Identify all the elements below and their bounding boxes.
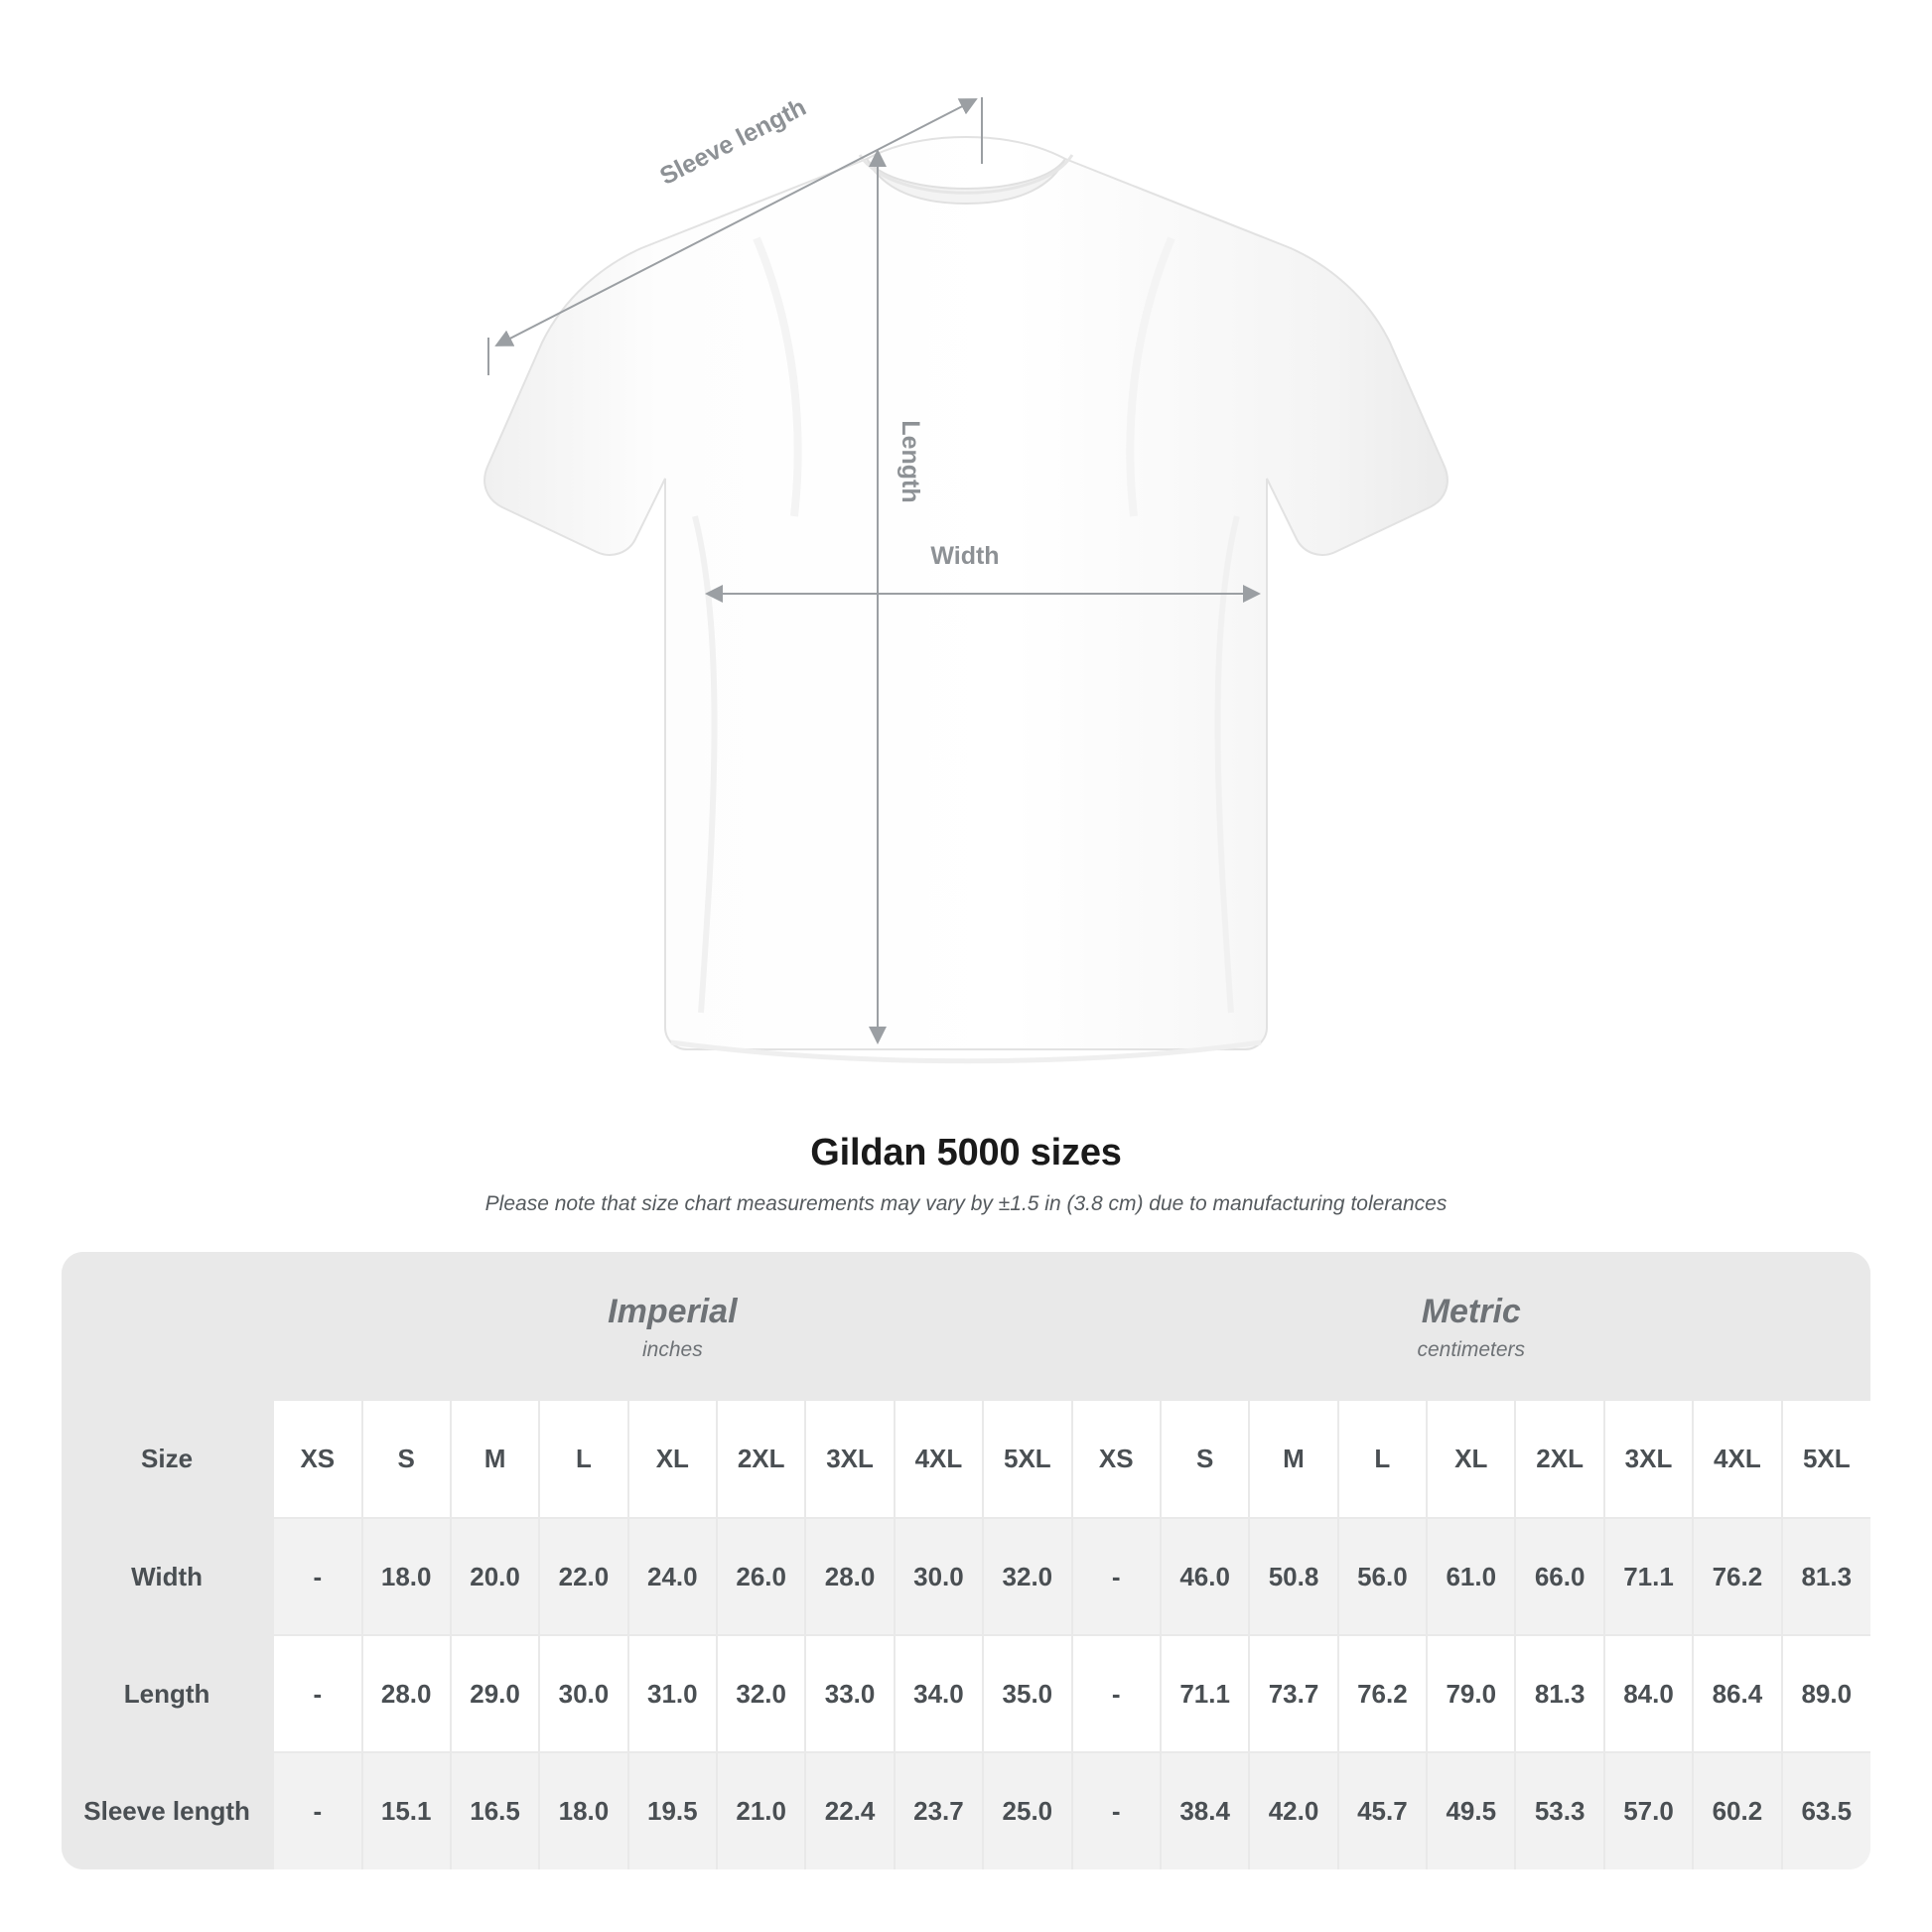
cell-length-imperial-4xl: 34.0	[895, 1635, 983, 1752]
size-header-label: Size	[62, 1401, 273, 1518]
size-header-cell-s-imperial: S	[362, 1401, 451, 1518]
cell-width-imperial-l: 22.0	[539, 1518, 627, 1635]
cell-width-metric-xs: -	[1072, 1518, 1161, 1635]
unit-header-imperial	[273, 1252, 1071, 1401]
cell-sleeve-length-imperial-m: 16.5	[451, 1752, 539, 1869]
cell-sleeve-length-metric-4xl: 60.2	[1693, 1752, 1781, 1869]
cell-length-imperial-2xl: 32.0	[717, 1635, 805, 1752]
cell-sleeve-length-metric-xl: 49.5	[1427, 1752, 1515, 1869]
size-header-cell-3xl-imperial: 3XL	[805, 1401, 894, 1518]
cell-length-imperial-s: 28.0	[362, 1635, 451, 1752]
unit-name: Imperial	[608, 1292, 738, 1330]
page-title: Gildan 5000 sizes	[810, 1132, 1122, 1173]
cell-width-imperial-5xl: 32.0	[983, 1518, 1071, 1635]
cell-width-imperial-s: 18.0	[362, 1518, 451, 1635]
cell-width-metric-m: 50.8	[1249, 1518, 1337, 1635]
unit-header-metric	[1072, 1252, 1870, 1401]
cell-length-metric-4xl: 86.4	[1693, 1635, 1781, 1752]
cell-sleeve-length-metric-2xl: 53.3	[1515, 1752, 1603, 1869]
cell-length-imperial-5xl: 35.0	[983, 1635, 1071, 1752]
cell-length-metric-s: 71.1	[1161, 1635, 1249, 1752]
title-block	[0, 1132, 1932, 1216]
cell-sleeve-length-imperial-3xl: 22.4	[805, 1752, 894, 1869]
unit-subtitle: inches	[641, 1338, 703, 1362]
size-table	[62, 1252, 1870, 1869]
sleeve-length-label: Sleeve length	[655, 92, 811, 191]
unit-subtitle: centimeters	[1417, 1338, 1526, 1362]
cell-sleeve-length-metric-m: 42.0	[1249, 1752, 1337, 1869]
size-header-cell-m-metric: M	[1249, 1401, 1337, 1518]
length-label: Length	[897, 420, 924, 503]
unit-header-row	[62, 1252, 1870, 1401]
cell-width-metric-3xl: 71.1	[1604, 1518, 1693, 1635]
cell-sleeve-length-imperial-s: 15.1	[362, 1752, 451, 1869]
size-header-cell-2xl-imperial: 2XL	[717, 1401, 805, 1518]
size-header-cell-l-metric: L	[1338, 1401, 1427, 1518]
cell-length-metric-xl: 79.0	[1427, 1635, 1515, 1752]
cell-sleeve-length-metric-l: 45.7	[1338, 1752, 1427, 1869]
cell-length-imperial-l: 30.0	[539, 1635, 627, 1752]
cell-sleeve-length-metric-xs: -	[1072, 1752, 1161, 1869]
width-label: Width	[930, 542, 1000, 570]
cell-sleeve-length-imperial-4xl: 23.7	[895, 1752, 983, 1869]
cell-length-imperial-xl: 31.0	[628, 1635, 717, 1752]
cell-length-metric-3xl: 84.0	[1604, 1635, 1693, 1752]
cell-width-imperial-3xl: 28.0	[805, 1518, 894, 1635]
size-header-cell-5xl-imperial: 5XL	[983, 1401, 1071, 1518]
cell-sleeve-length-metric-s: 38.4	[1161, 1752, 1249, 1869]
row-label-length: Length	[62, 1635, 273, 1752]
size-table-wrapper	[62, 1252, 1870, 1869]
cell-sleeve-length-imperial-l: 18.0	[539, 1752, 627, 1869]
cell-sleeve-length-imperial-2xl: 21.0	[717, 1752, 805, 1869]
cell-width-imperial-2xl: 26.0	[717, 1518, 805, 1635]
cell-width-metric-5xl: 81.3	[1782, 1518, 1870, 1635]
cell-width-imperial-xs: -	[273, 1518, 361, 1635]
cell-width-metric-s: 46.0	[1161, 1518, 1249, 1635]
size-header-cell-xl-imperial: XL	[628, 1401, 717, 1518]
size-header-cell-xs-imperial: XS	[273, 1401, 361, 1518]
unit-name: Metric	[1421, 1292, 1521, 1330]
table-row	[62, 1518, 1870, 1635]
table-row	[62, 1752, 1870, 1869]
size-header-cell-xl-metric: XL	[1427, 1401, 1515, 1518]
cell-width-metric-4xl: 76.2	[1693, 1518, 1781, 1635]
cell-length-metric-xs: -	[1072, 1635, 1161, 1752]
table-row	[62, 1635, 1870, 1752]
size-header-cell-4xl-imperial: 4XL	[895, 1401, 983, 1518]
cell-width-imperial-xl: 24.0	[628, 1518, 717, 1635]
cell-width-imperial-m: 20.0	[451, 1518, 539, 1635]
unit-header-spacer	[62, 1252, 273, 1401]
cell-sleeve-length-imperial-5xl: 25.0	[983, 1752, 1071, 1869]
tshirt-shape	[484, 137, 1448, 1061]
row-label-width: Width	[62, 1518, 273, 1635]
cell-width-imperial-4xl: 30.0	[895, 1518, 983, 1635]
tolerance-note: Please note that size chart measurements may vary by ±1.5 in (3.8 cm) due to manufacturing tolerances	[484, 1192, 1448, 1215]
cell-length-imperial-3xl: 33.0	[805, 1635, 894, 1752]
size-header-cell-m-imperial: M	[451, 1401, 539, 1518]
size-header-row	[62, 1401, 1870, 1518]
cell-sleeve-length-metric-3xl: 57.0	[1604, 1752, 1693, 1869]
cell-sleeve-length-metric-5xl: 63.5	[1782, 1752, 1870, 1869]
cell-sleeve-length-imperial-xs: -	[273, 1752, 361, 1869]
size-header-cell-3xl-metric: 3XL	[1604, 1401, 1693, 1518]
cell-width-metric-2xl: 66.0	[1515, 1518, 1603, 1635]
size-header-cell-xs-metric: XS	[1072, 1401, 1161, 1518]
cell-length-imperial-xs: -	[273, 1635, 361, 1752]
cell-length-metric-2xl: 81.3	[1515, 1635, 1603, 1752]
size-header-cell-s-metric: S	[1161, 1401, 1249, 1518]
row-label-sleeve-length: Sleeve length	[62, 1752, 273, 1869]
cell-length-metric-l: 76.2	[1338, 1635, 1427, 1752]
cell-length-metric-m: 73.7	[1249, 1635, 1337, 1752]
cell-width-metric-l: 56.0	[1338, 1518, 1427, 1635]
size-header-cell-5xl-metric: 5XL	[1782, 1401, 1870, 1518]
size-header-cell-2xl-metric: 2XL	[1515, 1401, 1603, 1518]
cell-width-metric-xl: 61.0	[1427, 1518, 1515, 1635]
size-header-cell-4xl-metric: 4XL	[1693, 1401, 1781, 1518]
cell-length-imperial-m: 29.0	[451, 1635, 539, 1752]
cell-sleeve-length-imperial-xl: 19.5	[628, 1752, 717, 1869]
size-header-cell-l-imperial: L	[539, 1401, 627, 1518]
cell-length-metric-5xl: 89.0	[1782, 1635, 1870, 1752]
